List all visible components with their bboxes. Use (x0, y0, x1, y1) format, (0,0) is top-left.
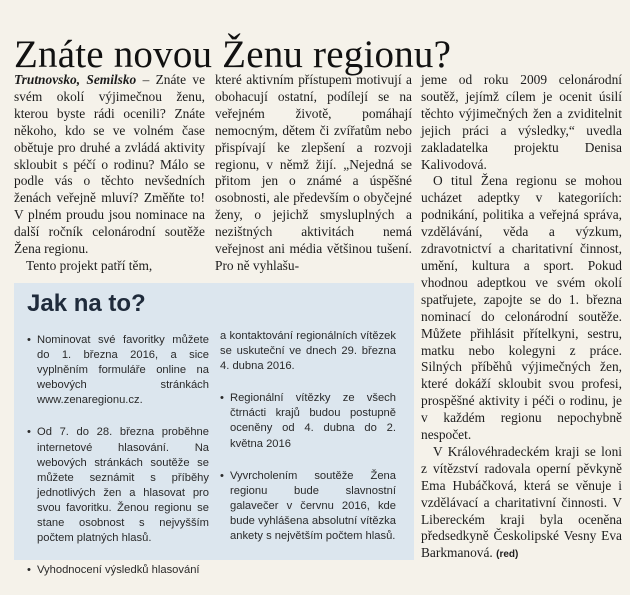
info-box-item: • Od 7. do 28. března proběhne internetové hlasování. Na webových stránkách soutěže se můžete seznámit s příběhy jednotlivých žen a hlasovat pro svou favoritku. Ženou regionu se stane osobnost s nejvyšším počtem platných hlasů. (27, 425, 209, 546)
info-box (14, 283, 414, 577)
info-box-item: • Vyvrcholením soutěže Žena regionu bude slavnostní galavečer v červnu 2016, kde bude vyhlášena absolutní vítězka ankety s největším počtem hlasů. (220, 469, 396, 544)
info-box-title: Jak na to? (27, 290, 146, 317)
article-column-1 (14, 72, 205, 275)
info-box-item: • Regionální vítězky ze všech čtrnácti krajů budou postupně oceněny od 4. dubna do 2. května 2016 (220, 391, 396, 451)
paragraph-text: V Královéhradeckém kraji se loni z vítězství radovala operní pěvkyně Ema Hubáčková, která se věnuje i vzdělávací a charitativní činnosti. V Libereckém kraji byla oceněna předsedkyně Českolipské Vesny Eva Barkmanová. (421, 443, 622, 561)
info-box-item: • Nominovat své favoritky můžete do 1. března 2016, a sice vyplněním formuláře online na webových stránkách www.zenaregionu.cz. (27, 333, 209, 408)
info-box-continuation: a kontaktování regionálních vítězek se uskuteční ve dnech 29. března 4. dubna 2016. (220, 330, 396, 373)
info-box-left-list (27, 333, 209, 595)
info-box-item: • Vyhodnocení výsledků hlasování (27, 563, 209, 578)
article-paragraph: jeme od roku 2009 celonárodní soutěž, jejímž cílem je ocenit úsilí těchto výjimečných žen a zviditelnit jejich práci a výsledky,“ uvedla zakladatelka projektu Denisa Kalivodová. (421, 72, 622, 172)
article-paragraph: které aktivním přístupem motivují a obohacují ostatní, podílejí se na veřejném životě, pomáhají nemocným, dětem či zvířatům nebo přispívají ke zlepšení a rozvoji regionu, v němž žijí. „Nejedná se přitom jen o známé a úspěšné osobnosti, ale především o obyčejné ženy, o jejichž smysluplných a nezištných aktivitách nemá veřejnost ani média většinou tušení. Pro ně vyhlašu- (215, 72, 412, 273)
article-paragraph (14, 72, 205, 258)
article-paragraph: Tento projekt patří těm, (26, 257, 153, 273)
paragraph-text: – Znáte ve svém okolí výjimečnou ženu, kterou byste rádi ocenili? Znáte někoho, kdo se ve volném čase obětuje pro druhé a zvládá aktivity skloubit s péčí o rodinu? Málo se podle vás o těchto nevšedních ženách veřejně mluví? Změňte to! V plném proudu jsou nominace na další ročník celonárodní soutěže Žena regionu. (14, 72, 206, 257)
article-paragraph (421, 444, 622, 564)
article-headline: Znáte novou Ženu regionu? (14, 33, 452, 77)
info-box-right-list (220, 329, 396, 561)
article-column-2 (215, 72, 412, 275)
author-signature: (red) (496, 549, 519, 561)
article-paragraph: O titul Žena regionu se mohou ucházet adeptky v kategoriích: podnikání, politika a veřejná správa, vzdělávání, věda a výzkum, zdravotnictví a charitativní činnost, umění, kultura a sport. Pokud vhodnou adeptkou ve svém okolí spatřujete, zapojte se do 1. března nominací do celonárodní soutěže. Můžete přihlásit přítelkyni, sestru, matku nebo kolegyni z práce. Silných příběhů výjimečných žen, které dokáží skloubit svou profesi, prospěšné aktivity i péči o rodinu, je v každém regionu nepochybně nespočet. (421, 173, 622, 443)
dateline: Trutnovsko, Semilsko (14, 72, 137, 87)
article-column-3 (421, 72, 622, 564)
